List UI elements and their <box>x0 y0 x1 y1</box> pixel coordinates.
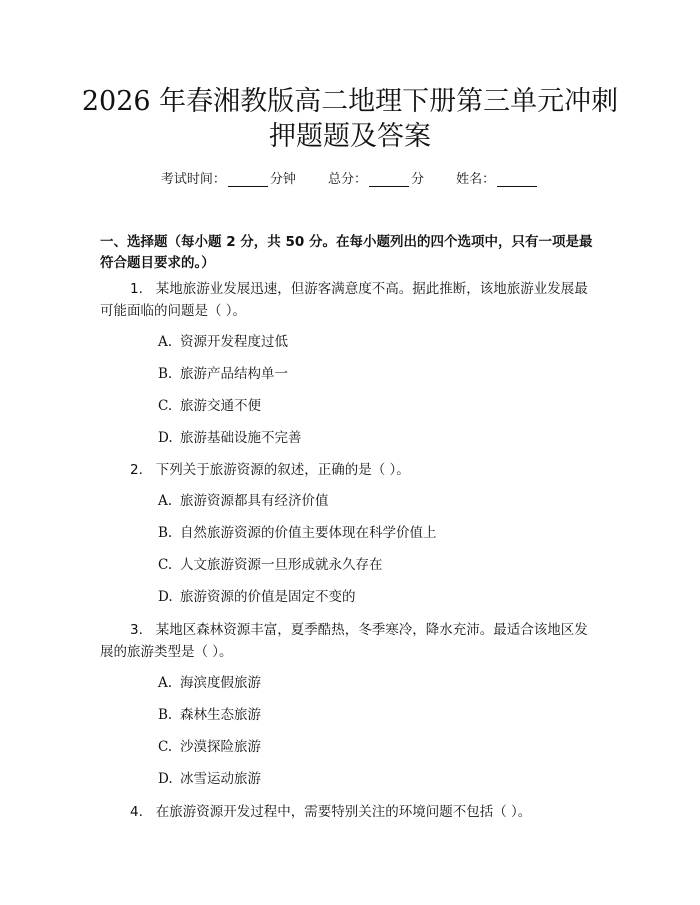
option-letter: D. <box>158 430 173 446</box>
option-letter: B. <box>158 707 173 723</box>
time-blank <box>228 174 268 187</box>
question-2-number: 2. <box>130 462 143 478</box>
option-letter: A. <box>158 334 173 350</box>
name-blank <box>497 174 537 187</box>
question-4 <box>100 801 610 823</box>
question-1-text-1: 某地旅游业发展迅速，但游客满意度不高。据此推断，该地旅游业发展最 <box>155 281 588 297</box>
question-2 <box>100 459 610 481</box>
score-label: 总分： <box>327 172 367 187</box>
option-text: 海滨度假旅游 <box>180 675 261 691</box>
option-letter: B. <box>158 366 173 382</box>
question-1-number: 1. <box>130 281 143 297</box>
question-1-option-c <box>158 396 261 416</box>
question-2-option-c <box>158 555 383 575</box>
question-3-option-a <box>158 673 261 693</box>
option-letter: D. <box>158 771 173 787</box>
exam-time <box>161 172 300 187</box>
page-title-line-1: 2026 年春湘教版高二地理下册第三单元冲刺 <box>81 86 619 117</box>
option-letter: A. <box>158 493 173 509</box>
question-4-line-1 <box>100 801 610 823</box>
option-text: 人文旅游资源一旦形成就永久存在 <box>180 557 383 573</box>
question-3 <box>100 619 610 663</box>
option-text: 旅游产品结构单一 <box>180 366 288 382</box>
score-blank <box>369 174 409 187</box>
score-unit: 分 <box>411 172 425 187</box>
time-label: 考试时间： <box>160 172 226 187</box>
option-letter: C. <box>158 739 173 755</box>
question-3-option-b <box>158 705 261 725</box>
option-text: 旅游资源的价值是固定不变的 <box>180 589 356 605</box>
option-letter: A. <box>158 675 173 691</box>
question-3-line-2: 展的旅游类型是（ ）。 <box>100 644 233 660</box>
option-text: 冰雪运动旅游 <box>180 771 261 787</box>
exam-score <box>328 172 428 187</box>
option-letter: C. <box>158 557 173 573</box>
question-1-option-a <box>158 332 288 352</box>
option-text: 旅游资源都具有经济价值 <box>180 493 329 509</box>
question-3-line-1 <box>100 619 610 641</box>
option-text: 自然旅游资源的价值主要体现在科学价值上 <box>180 525 437 541</box>
section-heading-line-1: 一、选择题（每小题 2 分，共 50 分。在每小题列出的四个选项中，只有一项是最 <box>100 234 593 250</box>
question-4-number: 4. <box>130 804 143 820</box>
question-1-line-2: 可能面临的问题是（ ）。 <box>100 303 247 319</box>
question-1-option-d <box>158 428 302 448</box>
question-3-option-c <box>158 737 261 757</box>
question-3-text-1: 某地区森林资源丰富，夏季酷热，冬季寒冷，降水充沛。最适合该地区发 <box>155 622 588 638</box>
option-text: 旅游交通不便 <box>180 398 261 414</box>
option-text: 森林生态旅游 <box>180 707 261 723</box>
question-4-text-1: 在旅游资源开发过程中，需要特别关注的环境问题不包括（ ）。 <box>155 804 532 820</box>
question-1-line-1 <box>100 278 610 300</box>
question-1-option-b <box>158 364 288 384</box>
name-label: 姓名： <box>456 172 496 187</box>
section-heading <box>100 232 600 274</box>
question-2-option-d <box>158 587 356 607</box>
option-letter: D. <box>158 589 173 605</box>
option-text: 旅游基础设施不完善 <box>180 430 302 446</box>
option-letter: B. <box>158 525 173 541</box>
question-3-option-d <box>158 769 261 789</box>
exam-name <box>456 172 539 187</box>
question-2-line-1 <box>100 459 610 481</box>
question-3-number: 3. <box>130 622 143 638</box>
option-text: 沙漠探险旅游 <box>180 739 261 755</box>
option-letter: C. <box>158 398 173 414</box>
section-heading-line-2: 符合题目要求的。） <box>100 255 215 271</box>
question-2-option-a <box>158 491 329 511</box>
time-unit: 分钟 <box>269 172 296 187</box>
option-text: 资源开发程度过低 <box>180 334 288 350</box>
page-title-line-2: 押题题及答案 <box>269 121 431 152</box>
question-2-option-b <box>158 523 437 543</box>
exam-meta <box>0 168 700 187</box>
question-1 <box>100 278 610 322</box>
question-2-text-1: 下列关于旅游资源的叙述，正确的是（ ）。 <box>155 462 410 478</box>
